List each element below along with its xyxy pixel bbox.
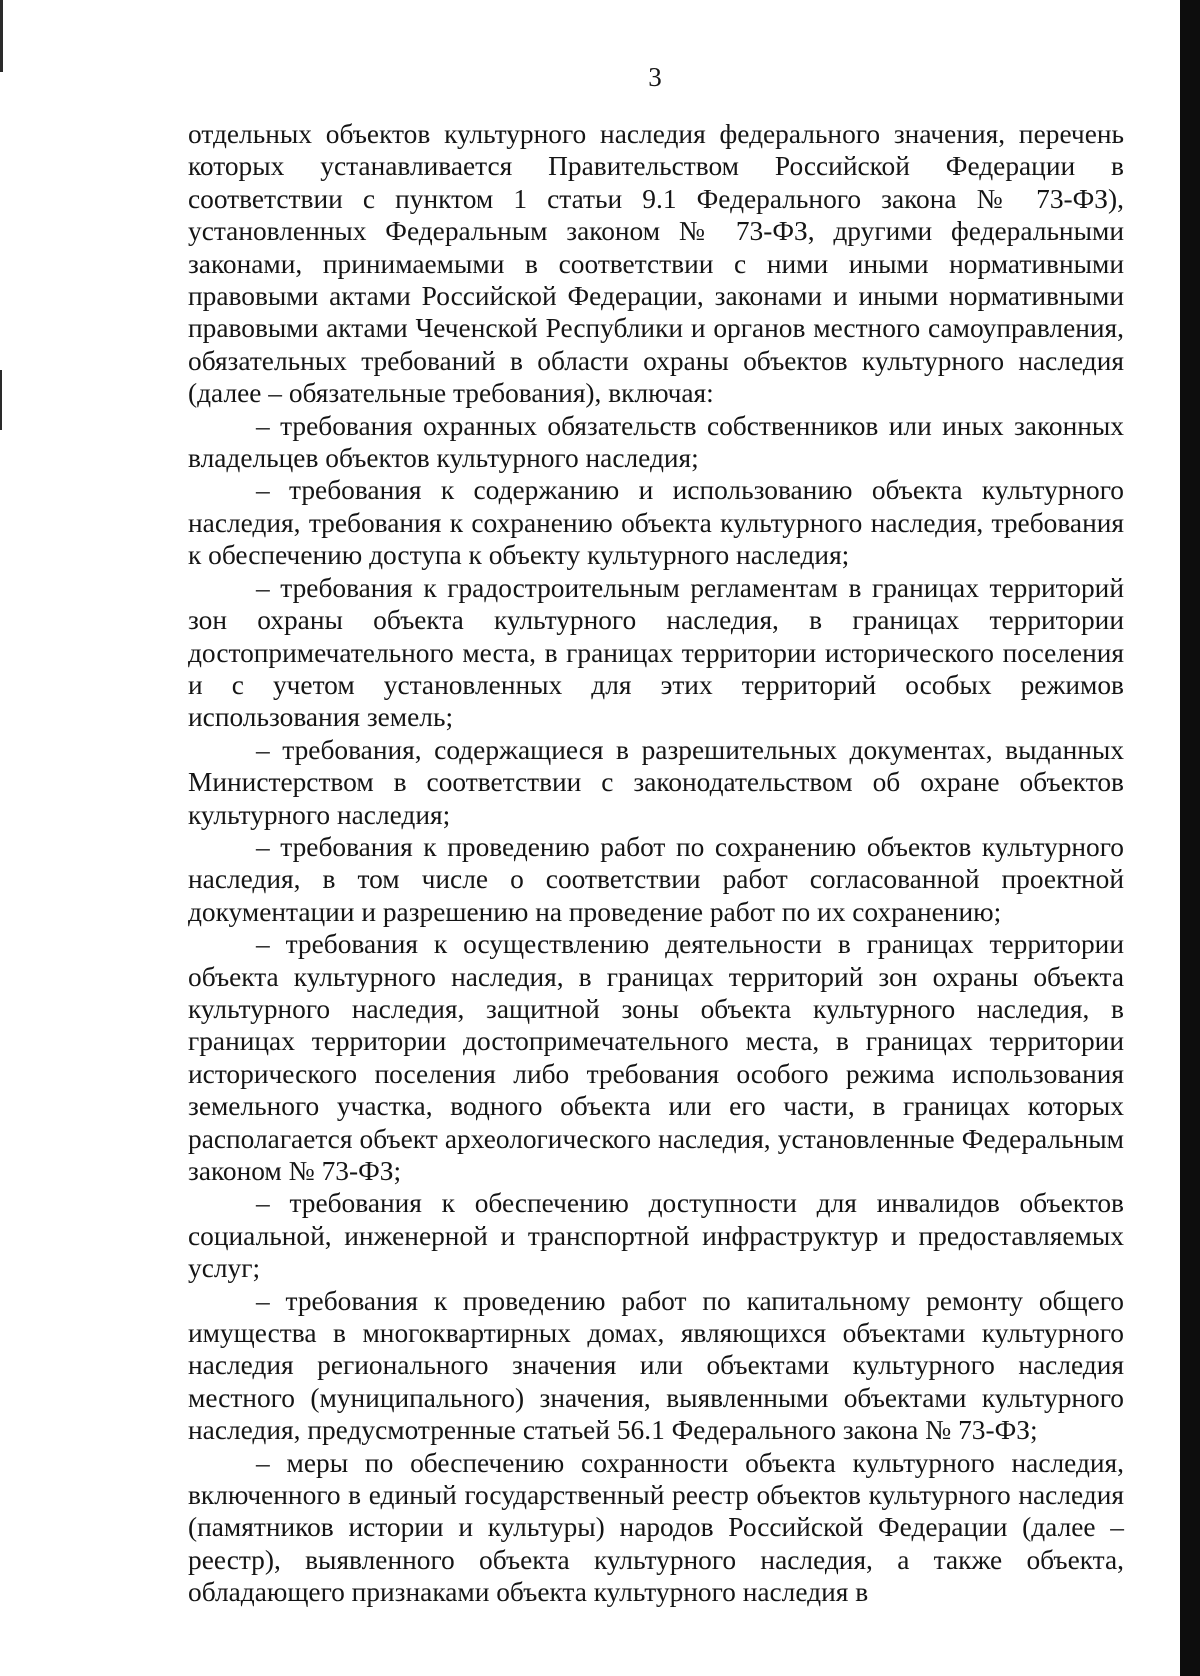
- list-item-activity-in-territory: – требования к осуществлению деятельности в границах территории объекта культурного наследия, в границах территорий зон охраны объекта культурного наследия, защитной зоны объекта культурного наследия, в границах территории достопримечательного места, в границах территории исторического поселения либо требования особого режима использования земельного участка, водного объекта или его части, в границах которых располагается объект археологического наследия, установленные Федеральным законом № 73-ФЗ;: [188, 929, 1124, 1186]
- list-item-urban-planning-regulations: – требования к градостроительным регламентам в границах территорий зон охраны объекта культурного наследия, в границах территории достопримечательного места, в границах территории исторического поселения и с учетом установленных для этих территорий особых режимов использования земель;: [188, 572, 1124, 733]
- list-item-permit-requirements: – требования, содержащиеся в разрешительных документах, выданных Министерством в соответствии с законодательством об охране объектов культурного наследия;: [188, 734, 1124, 830]
- scan-edge-bar: [1180, 0, 1200, 1676]
- document-body: [188, 118, 1124, 1609]
- list-item-maintenance-requirements: – требования к содержанию и использованию объекта культурного наследия, требования к сохранению объекта культурного наследия, требования к обеспечению доступа к объекту культурного наследия;: [188, 475, 1124, 571]
- list-item-preservation-measures: – меры по обеспечению сохранности объекта культурного наследия, включенного в единый государственный реестр объектов культурного наследия (памятников истории и культуры) народов Российской Федерации (далее – реестр), выявленного объекта культурного наследия, а также объекта, обладающего признаками объекта культурного наследия в: [188, 1447, 1124, 1608]
- list-item-capital-repair: – требования к проведению работ по капитальному ремонту общего имущества в многоквартирных домах, являющихся объектами культурного наследия регионального значения или объектами культурного наследия местного (муниципального) значения, выявленными объектами культурного наследия, предусмотренные статьей 56.1 Федерального закона № 73-ФЗ;: [188, 1285, 1124, 1446]
- scan-edge-mark: [0, 370, 2, 430]
- paragraph-intro: отдельных объектов культурного наследия федерального значения, перечень которых устанавливается Правительством Российской Федерации в соответствии с пунктом 1 статьи 9.1 Федерального закона № 73-ФЗ), установленных Федеральным законом № 73-ФЗ, другими федеральными законами, принимаемыми в соответствии с ними иными нормативными правовыми актами Российской Федерации, законами и иными нормативными правовыми актами Чеченской Республики и органов местного самоуправления, обязательных требований в области охраны объектов культурного наследия (далее – обязательные требования), включая:: [188, 119, 1124, 409]
- page-number: 3: [648, 62, 662, 92]
- list-item-protective-obligations: – требования охранных обязательств собственников или иных законных владельцев объектов культурного наследия;: [188, 410, 1124, 474]
- list-item-accessibility: – требования к обеспечению доступности для инвалидов объектов социальной, инженерной и транспортной инфраструктур и предоставляемых услуг;: [188, 1188, 1124, 1284]
- list-item-preservation-works: – требования к проведению работ по сохранению объектов культурного наследия, в том числе о соответствии работ согласованной проектной документации и разрешению на проведение работ по их сохранению;: [188, 831, 1124, 927]
